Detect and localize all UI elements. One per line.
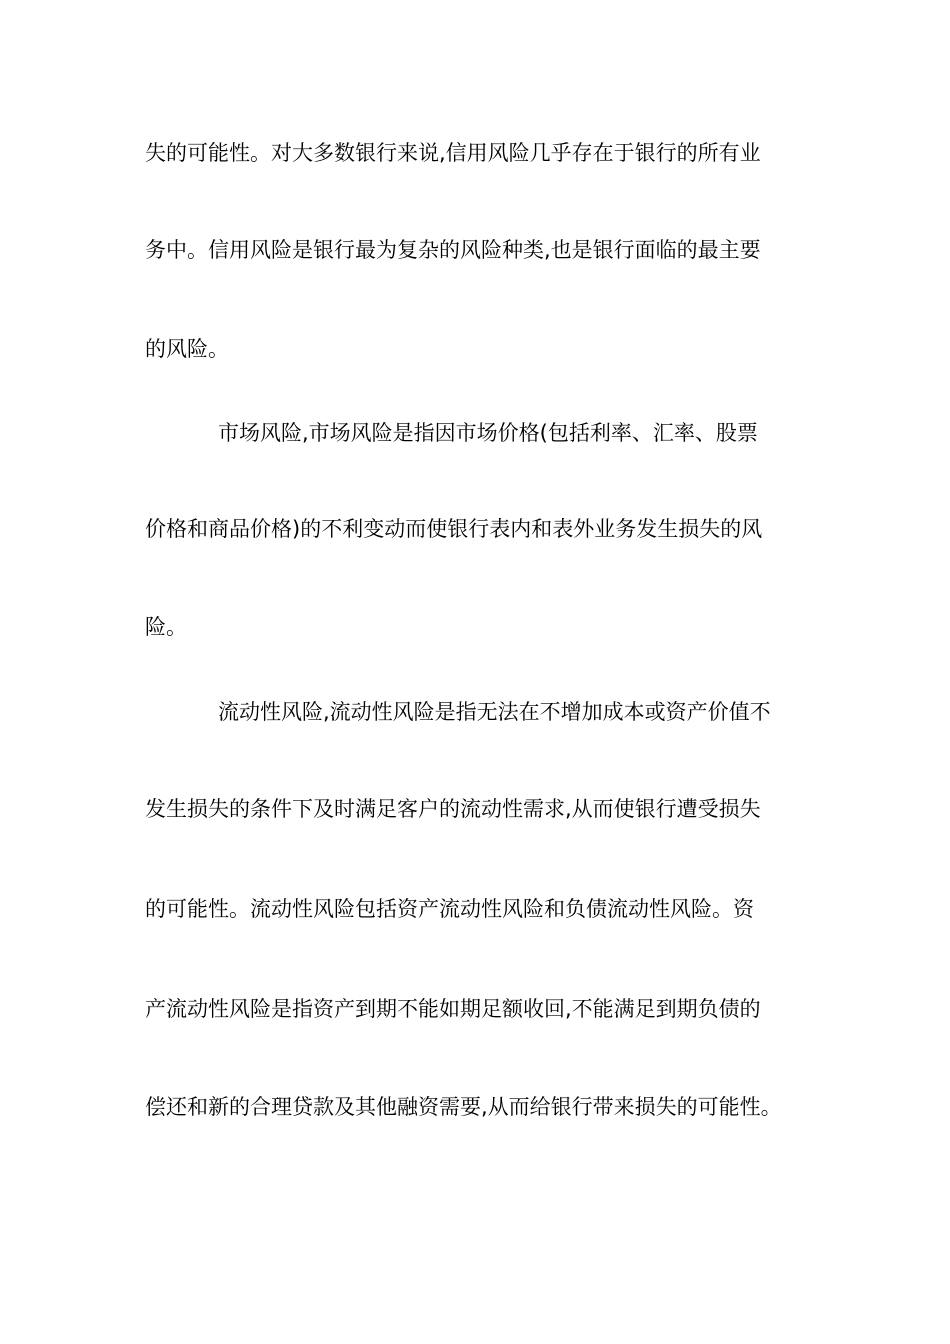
text-line: 险。 bbox=[145, 615, 187, 639]
paragraph-start-line: 市场风险,市场风险是指因市场价格(包括利率、汇率、股票 bbox=[218, 421, 758, 445]
text-line: 的可能性。流动性风险包括资产流动性风险和负债流动性风险。资 bbox=[145, 897, 754, 921]
text-line: 发生损失的条件下及时满足客户的流动性需求,从而使银行遭受损失 bbox=[145, 797, 761, 821]
text-line: 务中。信用风险是银行最为复杂的风险种类,也是银行面临的最主要 bbox=[145, 238, 761, 262]
text-line: 偿还和新的合理贷款及其他融资需要,从而给银行带来损失的可能性。 bbox=[145, 1095, 782, 1119]
text-line: 产流动性风险是指资产到期不能如期足额收回,不能满足到期负债的 bbox=[145, 997, 761, 1021]
paragraph-start-line: 流动性风险,流动性风险是指无法在不增加成本或资产价值不 bbox=[218, 700, 771, 724]
text-line: 的风险。 bbox=[145, 337, 229, 361]
text-line: 价格和商品价格)的不利变动而使银行表内和表外业务发生损失的风 bbox=[145, 517, 763, 541]
text-line: 失的可能性。对大多数银行来说,信用风险几乎存在于银行的所有业 bbox=[145, 141, 761, 165]
